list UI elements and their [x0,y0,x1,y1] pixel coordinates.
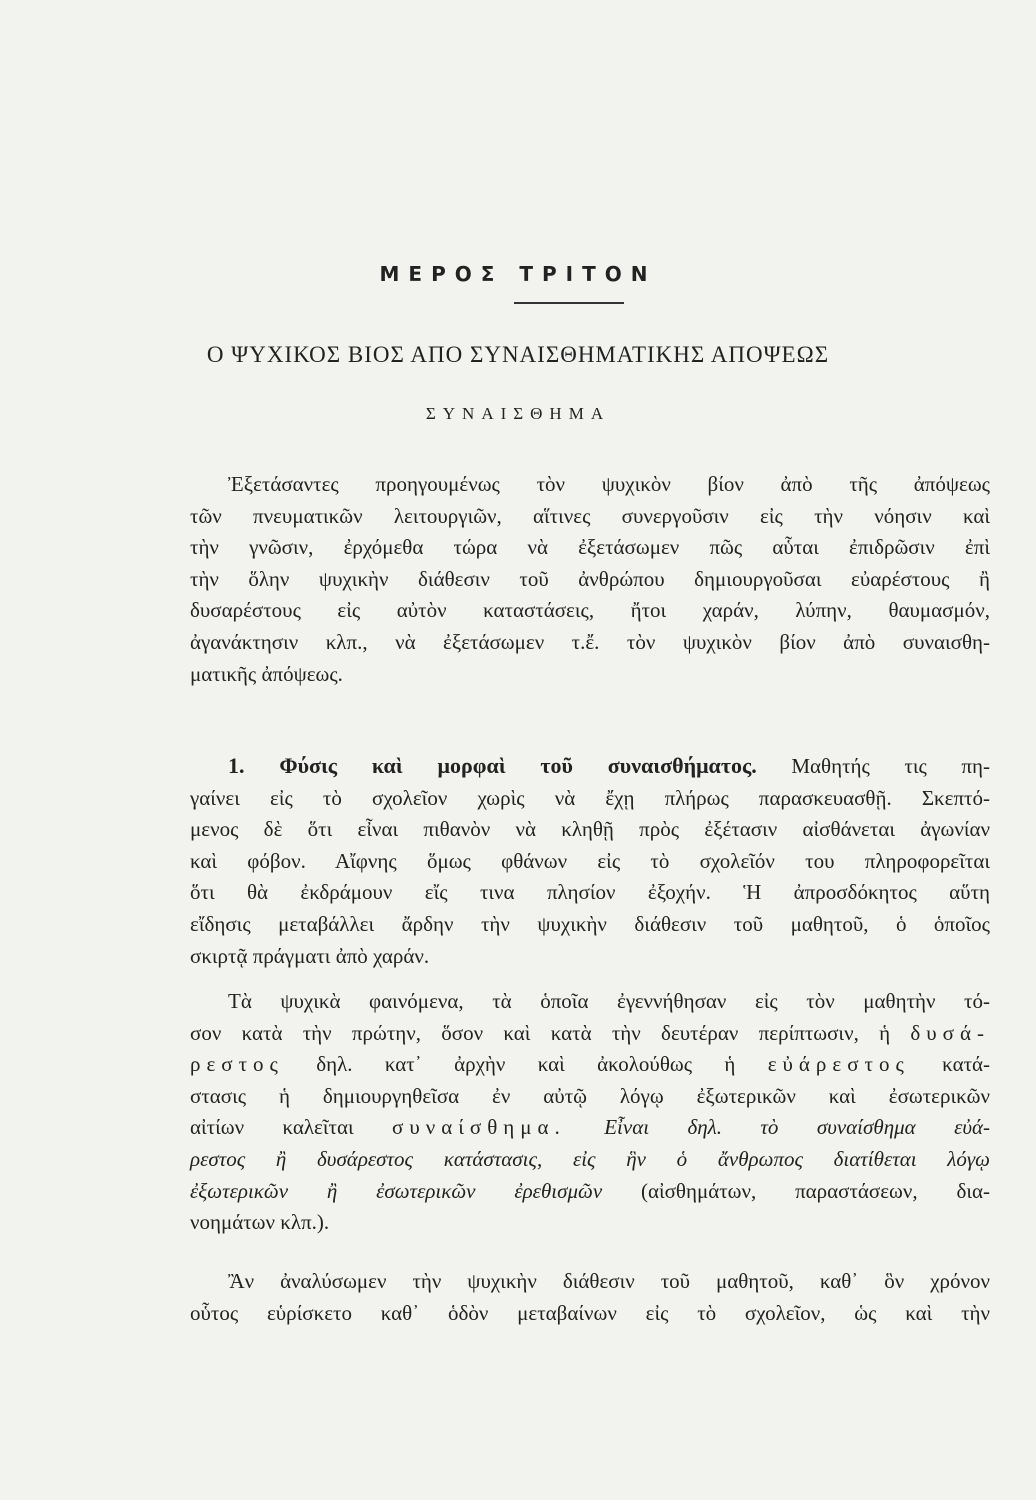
section-heading: ΣΥΝΑΙΣΘΗΜΑ [425,404,611,423]
spaced-term: δυσά- [910,1020,990,1045]
text-line: δυσαρέστους εἰς αὐτὸν καταστάσεις, ἤτοι χαράν, λύπην, θαυμασμόν, [190,598,990,623]
text-line: γαίνει εἰς τὸ σχολεῖον χωρὶς νὰ ἔχῃ πλήρως παρασκευασθῇ. Σκεπτό- [190,785,990,810]
text-line: ὅτι θὰ ἐκδράμουν εἴς τινα πλησίον ἐξοχήν. Ἡ ἀπροσδόκητος αὕτη [190,880,990,905]
text-fragment: κατά- [942,1052,991,1077]
text-line: Ἐξετάσαντες προηγουμένως τὸν ψυχικὸν βίον ἀπὸ τῆς ἀπόψεως [228,472,990,496]
text-line [190,1049,990,1081]
text-line: ματικῆς ἀπόψεως. [190,661,343,686]
chapter-heading: Ο ΨΥΧΙΚΟΣ ΒΙΟΣ ΑΠΟ ΣΥΝΑΙΣΘΗΜΑΤΙΚΗΣ ΑΠΟΨΕΩΣ [206,342,830,367]
text-line: τὴν γνῶσιν, ἐρχόμεθα τώρα νὰ ἐξετάσωμεν πῶς αὗται ἐπιδρῶσιν ἐπὶ [190,535,990,560]
text-fragment: Μαθητής τις πη- [791,754,991,778]
spaced-term: εὐάρεστος [767,1052,910,1077]
definition-paragraph [190,986,990,1239]
text-line [190,1018,990,1050]
text-fragment: αἰτίων καλεῖται [190,1115,354,1140]
text-line: καὶ φόβον. Αἴφνης ὅμως φθάνων εἰς τὸ σχολεῖόν του πληροφορεῖται [190,848,990,873]
title-rule [514,302,624,304]
text-line: νοημάτων κλπ.). [190,1210,330,1235]
text-line: μενος δὲ ὅτι εἶναι πιθανὸν νὰ κληθῇ πρὸς ἐξέτασιν αἰσθάνεται ἀγωνίαν [190,817,990,842]
text-line: Τὰ ψυχικὰ φαινόμενα, τὰ ὁποῖα ἐγεννήθησαν εἰς τὸν μαθητὴν τό- [228,989,990,1013]
text-fragment: (αἰσθημάτων, παραστάσεων, δια- [640,1178,990,1203]
text-line: ἀγανάκτησιν κλπ., νὰ ἐξετάσωμεν τ.ἔ. τὸν ψυχικὸν βίον ἀπὸ συναισθη- [190,629,990,654]
italic-definition: Εἶναι δηλ. τὸ συναίσθημα εὐά- [604,1115,991,1140]
part-title: ΜΕΡΟΣ ΤΡΙΤΟΝ [379,262,657,286]
text-line [190,750,990,783]
text-line [190,1112,990,1144]
section-1-title: 1. Φύσις καὶ μορφαὶ τοῦ συναισθήματος. [228,753,757,778]
spaced-term: συναίσθημα. [392,1115,566,1140]
text-line: τὴν ὅλην ψυχικὴν διάθεσιν τοῦ ἀνθρώπου δημιουργοῦσαι εὐαρέστους ἢ [190,566,990,591]
text-line: οὗτος εὑρίσκετο καθ᾿ ὁδὸν μεταβαίνων εἰς τὸ σχολεῖον, ὡς καὶ τὴν [190,1300,990,1325]
text-line [190,1176,990,1208]
section-1-paragraph [190,750,990,972]
text-line: στασις ἡ δημιουργηθεῖσα ἐν αὐτῷ λόγῳ ἐξωτερικῶν καὶ ἐσωτερικῶν [190,1083,990,1108]
text-fragment: σον κατὰ τὴν πρώτην, ὅσον καὶ κατὰ τὴν δευτέραν περίπτωσιν, ἡ [190,1020,891,1045]
spaced-term: ρεστος [190,1052,284,1077]
text-line: σκιρτᾷ πράγματι ἀπὸ χαράν. [190,943,430,968]
text-fragment: δηλ. κατ᾿ ἀρχὴν καὶ ἀκολούθως ἡ [316,1052,736,1077]
italic-definition-line: ρεστος ἢ δυσάρεστος κατάστασις, εἰς ἣν ὁ ἄνθρωπος διατίθεται λόγῳ [190,1146,990,1171]
italic-definition: ἐξωτερικῶν ἢ ἐσωτερικῶν ἐρεθισμῶν [190,1178,603,1203]
text-line: εἴδησις μεταβάλλει ἄρδην τὴν ψυχικὴν διάθεσιν τοῦ μαθητοῦ, ὁ ὁποῖος [190,911,990,936]
text-line: Ἂν ἀναλύσωμεν τὴν ψυχικὴν διάθεσιν τοῦ μαθητοῦ, καθ᾿ ὃν χρόνον [228,1269,990,1293]
text-line: τῶν πνευματικῶν λειτουργιῶν, αἵτινες συνεργοῦσιν εἰς τὴν νόησιν καὶ [190,503,990,528]
analysis-paragraph [190,1266,990,1329]
intro-paragraph [190,469,990,690]
